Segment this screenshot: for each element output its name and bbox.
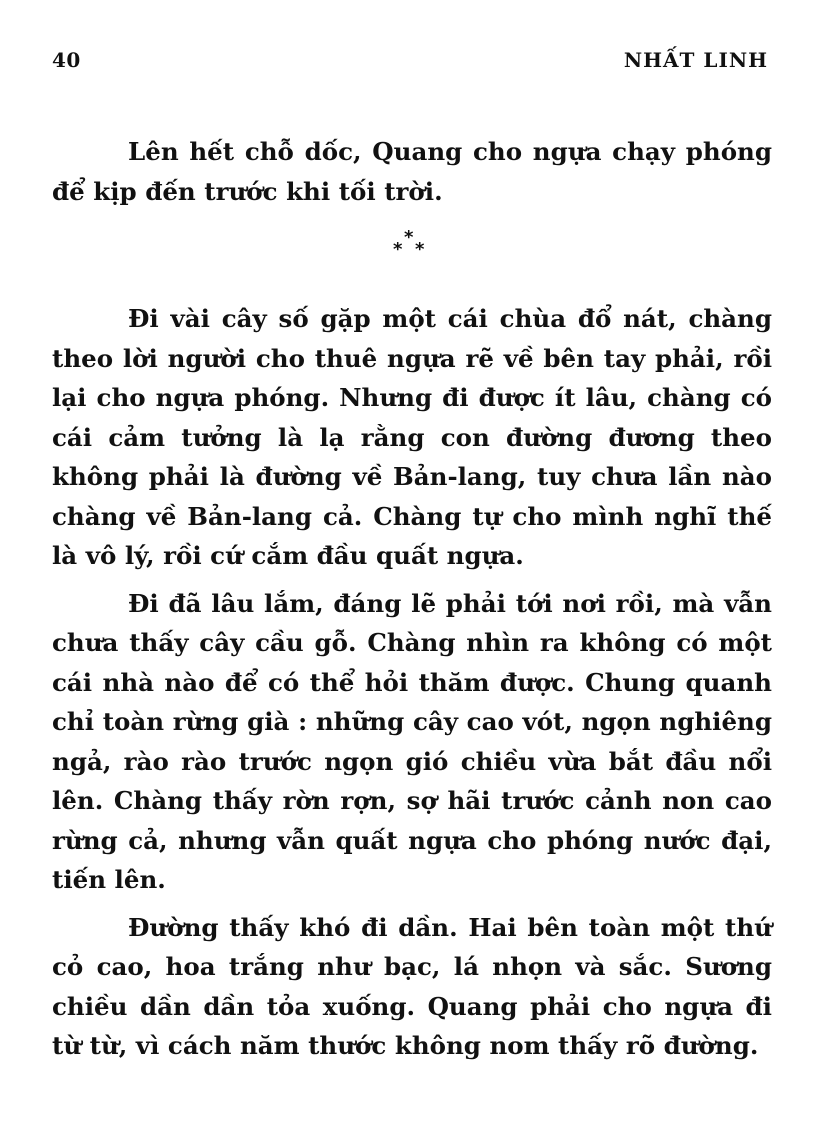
separator-star-right: * [415,239,425,260]
section-separator-asterism [52,219,772,277]
paragraph-spacer [52,900,772,908]
paragraph-4: Đường thấy khó đi dần. Hai bên toàn một thứ cỏ cao, hoa trắng như bạc, lá nhọn và sắc. Sương chiều dần dần tỏa xuống. Quang phải cho ngựa đi từ từ, vì cách năm thước không nom thấy rõ đường. [52,912,772,1060]
separator-star-top: * [404,227,414,248]
separator-star-left: * [393,239,403,260]
body-text [52,132,772,1066]
paragraph-spacer [52,576,772,584]
running-head-author: NHẤT LINH [623,48,768,72]
paragraph-3: Đi đã lâu lắm, đáng lẽ phải tới nơi rồi, mà vẫn chưa thấy cây cầu gỗ. Chàng nhìn ra không có một cái nhà nào để có thể hỏi thăm được. Chung quanh chỉ toàn rừng già : những cây cao vót, ngọn nghiêng ngả, rào rào trước ngọn gió chiều vừa bắt đầu nổi lên. Chàng thấy rờn rợn, sợ hãi trước cảnh non cao rừng cả, nhưng vẫn quất ngựa cho phóng nước đại, tiến lên. [52,588,772,894]
page-number: 40 [52,48,81,72]
paragraph-1: Lên hết chỗ dốc, Quang cho ngựa chạy phóng để kịp đến trước khi tối trời. [52,137,772,206]
page-header [52,48,768,78]
paragraph-2: Đi vài cây số gặp một cái chùa đổ nát, chàng theo lời người cho thuê ngựa rẽ về bên tay phải, rồi lại cho ngựa phóng. Nhưng đi được ít lâu, chàng có cái cảm tưởng là lạ rằng con đường đương theo không phải là đường về Bản-lang, tuy chưa lần nào chàng về Bản-lang cả. Chàng tự cho mình nghĩ thế là vô lý, rồi cứ cắm đầu quất ngựa. [52,304,772,570]
